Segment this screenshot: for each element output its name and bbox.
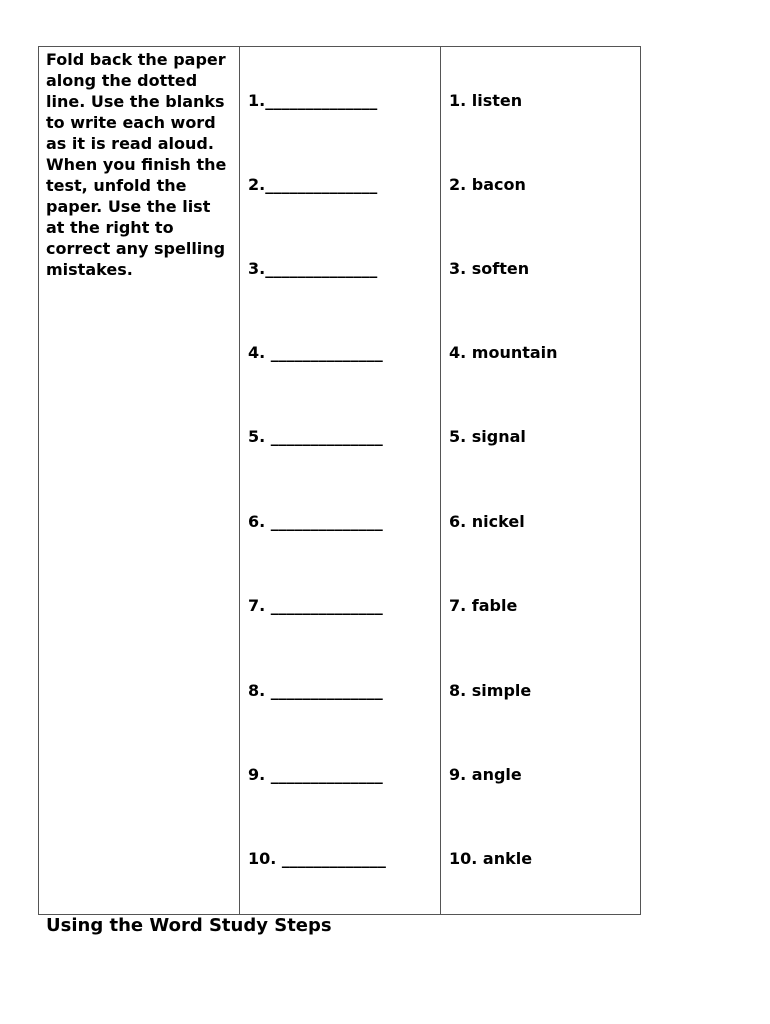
blanks-column: [240, 47, 441, 914]
blank-line: 3.______________: [248, 259, 378, 278]
spelling-test-table: [38, 46, 641, 915]
answer-key-column: [441, 47, 640, 914]
answer-word: 3. soften: [449, 259, 530, 278]
blank-line: 10. _____________: [248, 849, 386, 868]
blank-line: 5. ______________: [248, 427, 383, 446]
blank-line: 7. ______________: [248, 596, 383, 615]
section-heading: Using the Word Study Steps: [46, 915, 332, 936]
instructions-text: Fold back the paper along the dotted line. Use the blanks to write each word as it is read aloud. When you finish the test, unfold the paper. Use the list at the right to correct any spelling mistakes.: [46, 50, 227, 279]
blank-line: 8. ______________: [248, 681, 383, 700]
answer-word: 8. simple: [449, 681, 532, 700]
answer-word: 10. ankle: [449, 849, 533, 868]
blank-line: 2.______________: [248, 175, 378, 194]
blank-line: 6. ______________: [248, 512, 383, 531]
answer-word: 5. signal: [449, 427, 526, 446]
answer-word: 6. nickel: [449, 512, 525, 531]
answer-word: 2. bacon: [449, 175, 526, 194]
answer-word: 4. mountain: [449, 343, 558, 362]
answer-word: 1. listen: [449, 91, 523, 110]
blank-line: 1.______________: [248, 91, 378, 110]
answer-word: 7. fable: [449, 596, 518, 615]
blank-line: 4. ______________: [248, 343, 383, 362]
blank-line: 9. ______________: [248, 765, 383, 784]
answer-word: 9. angle: [449, 765, 522, 784]
instructions-column: [39, 47, 240, 914]
